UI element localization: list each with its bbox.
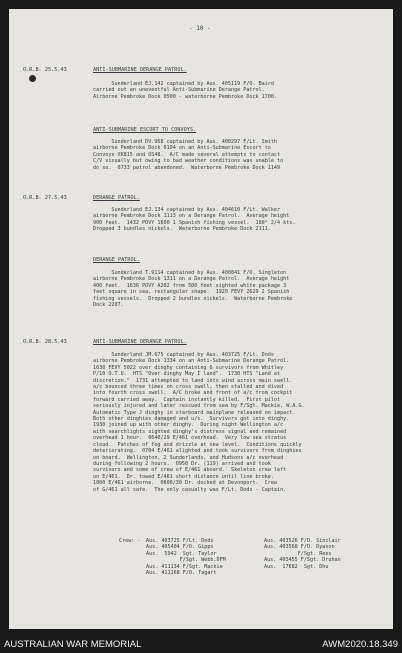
entry-heading: DERANGE PATROL. xyxy=(93,195,140,201)
punch-hole xyxy=(29,75,36,82)
footer-bar xyxy=(0,634,402,653)
crew-list-left: Aus. 403725 F/Lt. Dods Aus. 405404 F/O. Gipps Aus. 5942 Sgt. Taylor F/Sgt. Webb,DFM Aus. 411134 F/Sgt. Mackie Aus. 411168 F/O. Tagart xyxy=(146,538,226,577)
orb-reference: O.R.B. 28.5.43 xyxy=(23,339,67,345)
entry-heading: DERANGE PATROL. xyxy=(93,257,140,263)
entry-text: Sunderland T.9114 captained by Aus. 400841 F/O. Singleton airborne Pembroke Dock 1311 on a Derange Patrol. Average height 400 feet. 1636 POVY A202 from 500 feet sighted white package 3 feet square in sea, rectangular shape. 1920 FEVY 2629 2 Spanish fishing vessels. Dropped 2 bundles nickels. Waterborne Pembroke Dock 2207. xyxy=(93,270,293,309)
entry-heading: ANTI-SUBMARINE ESCORT TO CONVOYS. xyxy=(93,127,197,133)
entry-text: Sunderland DV.968 captained by Aus. 400297 F/Lt. Smith airborne Pembroke Dock 0104 on an Anti-Submarine Escort to Convoys XK815 and OS48. A/C made several attempts to contact C/V visually but owing to bad weather conditions was unable to do so. 0733 patrol abandoned. Waterborne Pembroke Dock 1149 xyxy=(93,139,284,171)
entry-text: Sunderland EJ.142 captained by Aus. 405119 F/O. Baird carried out an uneventful Anti-Submarine Derange Patrol. Airborne Pembroke Dock 0500 - waterborne Pembroke Dock 1700. xyxy=(93,81,278,100)
entry-text: Sunderland EJ.134 captained by Aus. 404610 F/Lt. Walker airborne Pembroke Dock 1113 on a Derange Patrol. Average height 900 feet. 1432 POVY 1600 1 Spanish fishing vessel. 180° 2/4 kts. Dropped 3 bundles nickels. Waterborne Pembroke Dock 2111. xyxy=(93,207,296,233)
page-number: - 10 - xyxy=(189,25,211,32)
entry-heading: ANTI-SUBMARINE DERANGE PATROL. xyxy=(93,339,187,345)
orb-reference: O.R.B. 25.5.43 xyxy=(23,67,67,73)
crew-list-right: Aus. 403526 F/O. Sinclair Aus. 403568 F/O. Dyason F/Sgt. Rees Aus. 403455 F/Sgt. Druhan Aus. 17682 Sgt. Dhu xyxy=(264,538,341,570)
entry-heading: ANTI-SUBMARINE DERANGE PATROL. xyxy=(93,67,187,73)
footer-institution: AUSTRALIAN WAR MEMORIAL xyxy=(4,639,142,650)
footer-accession-number: AWM2020.18.349 xyxy=(322,639,398,650)
crew-label: Crew: - xyxy=(119,538,141,544)
entry-text: Sunderland JM.675 captained by Aus. 403725 F/Lt. Dods airborne Pembroke Dock 1334 on an Anti-Submarine Derange Patrol. 1630 FEVY 5022 over dinghy containing 6 survivors from Whitley P/10 O.T.U. HTS "Over dinghy May I land". 1730 HTS "Land at discretion." 1731 attempted to land into wind across main swell. a/c bounced three times on cross swell, then stalled and dived into fourth cross swell. A/C broke and front of a/c from cockpit forward carried away. Captain instantly killed. First pilot seriously injured and later rescued from sea by F/Sgt. Mackie, W.A.G. Automatic Type J dinghy in starboard mainplane released on impact. Both other dinghies damaged and u/s. Survivors got into dinghy. 1930 joined up with other dinghy. During night Wellington a/c with searchlights sighted dinghy's distress signal and remained overhead 1 hour. 0640/29 E/461 overhead. Very low sea stratus cloud. Patches of fog and drizzle at sea level. Conditions quickly deteriorating. 0704 E/461 alighted and took survivors from dinghies on board. Wellington, 2 Sunderlands, and Hudsons a/c overhead during following 2 hours. 0950 Dr. (119) arrived and took survivors and some of crew of E/461 aboard. Skeleton crew left on E/461. Dr. towed E/461 short distance until line broke. 1800 E/461 airborne. 0600/30 Dr. docked at Devonport. Crew of G/461 all safe. The only casualty was F/Lt. Dods - Captain. xyxy=(93,352,305,493)
document-page xyxy=(9,9,393,629)
orb-reference: O.R.B. 27.5.43 xyxy=(23,195,67,201)
